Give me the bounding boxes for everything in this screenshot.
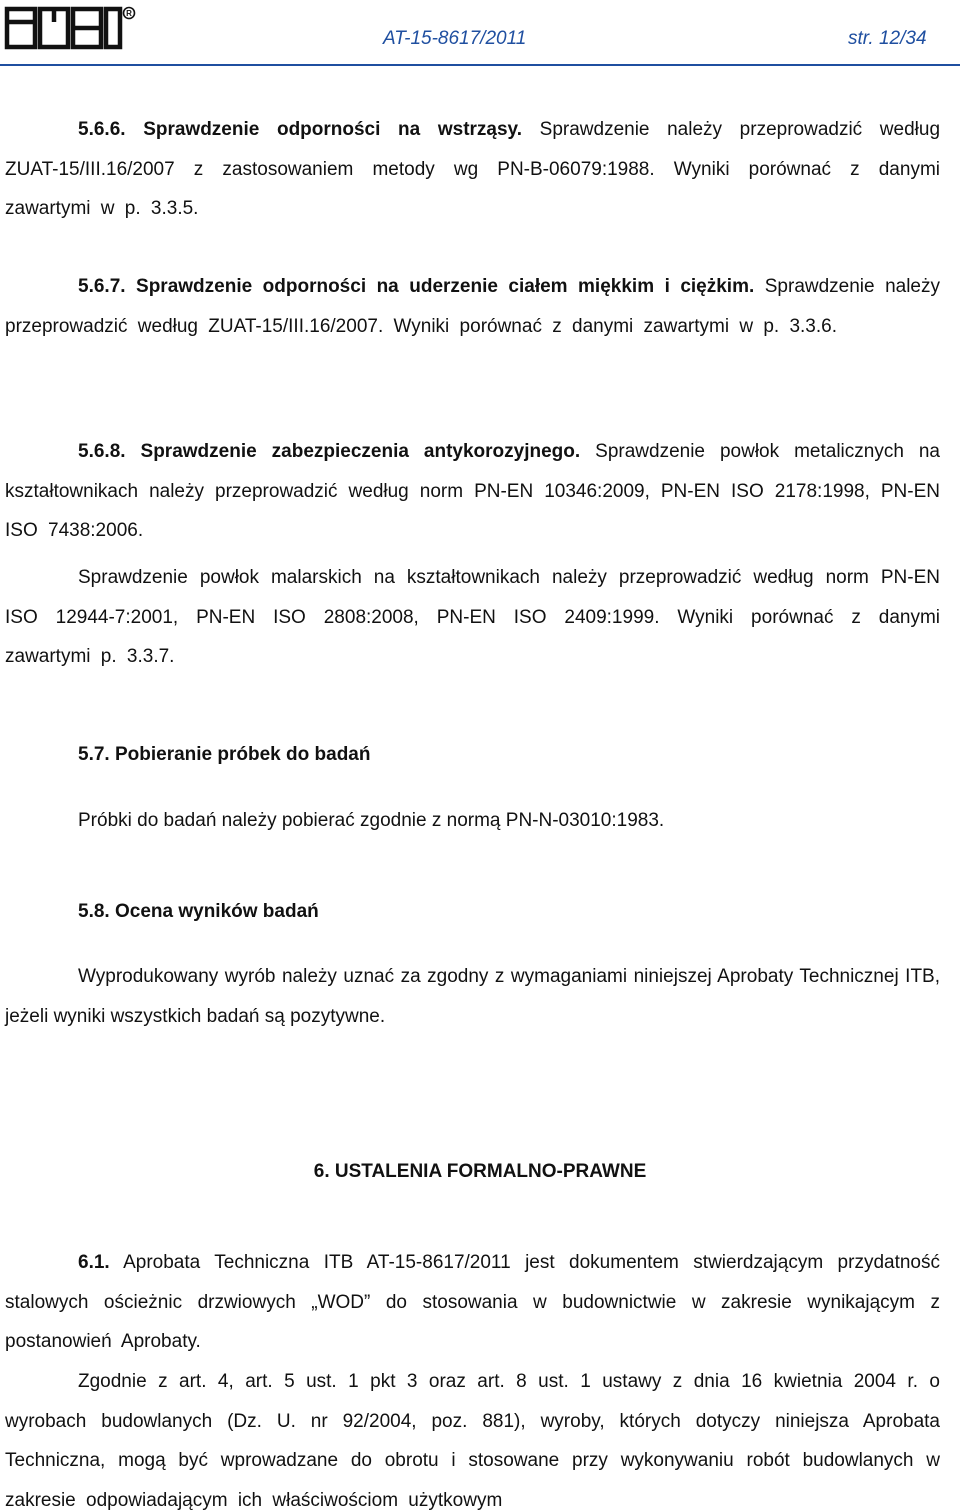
section-title: Pobieranie próbek do badań [114,744,371,765]
section-5-6-7 [5,267,940,346]
section-number: 5.8. [78,901,110,922]
section-number: 5.7. [78,744,110,765]
section-body: Sprawdzenie powłok malarskich na kształtownikach należy przeprowadzić według norm PN-EN ISO 12944-7:2001, PN-EN ISO 2808:2008, PN-EN ISO 2409:1999. Wyniki porównać z danymi zawartymi p. 3.3.7. [5,567,940,667]
section-5-8-heading [5,892,940,932]
section-title: Ocena wyników badań [114,901,319,922]
section-body: Wyprodukowany wyrób należy uznać za zgodny z wymaganiami niniejszej Aprobaty Technicznej ITB, jeżeli wyniki wszystkich badań są pozytywne. [5,966,940,1027]
section-number: 5.6.6. [78,119,126,140]
section-title: Sprawdzenie zabezpieczenia antykorozyjnego. [140,441,581,462]
document-code: AT-15-8617/2011 [383,28,527,49]
section-6-1 [5,1243,940,1362]
section-body: Aprobata Techniczna ITB AT-15-8617/2011 jest dokumentem stwierdzającym przydatność stalowych ościeżnic drzwiowych „WOD” do stosowania w budownictwie w zakresie wynikającym z postanowień Aprobaty. [5,1252,940,1352]
section-5-6-8 [5,432,940,551]
section-body: Sprawdzenie powłok metalicznych na kształtownikach należy przeprowadzić według norm PN-EN 10346:2009, PN-EN ISO 2178:1998, PN-EN ISO 7438:2006. [5,441,941,541]
page-number: str. 12/34 [848,28,927,49]
section-5-6-8-paragraph-2 [5,558,940,677]
section-number: 6.1. [78,1252,110,1273]
section-body: Zgodnie z art. 4, art. 5 ust. 1 pkt 3 oraz art. 8 ust. 1 ustawy z dnia 16 kwietnia 2004 r. o wyrobach budowlanych (Dz. U. nr 92/2004, poz. 881), wyroby, których dotyczy niniejsza Aprobata Techniczna, mogą być wprowadzane do obrotu i stosowane przy wykonywaniu robót budowlanych w zakresie odpowiadającym ich właściwościom użytkowym [5,1371,940,1511]
section-number: 5.6.8. [78,441,126,462]
section-5-8-body [5,957,940,1036]
section-body: Sprawdzenie należy przeprowadzić według ZUAT-15/III.16/2007 z zastosowaniem metody wg PN-B-06079:1988. Wyniki porównać z danymi zawartymi w p. 3.3.5. [5,119,941,219]
section-title: Sprawdzenie odporności na wstrząsy. [143,119,522,140]
section-number: 5.6.7. [78,276,126,297]
header-divider [0,64,960,66]
section-title: Sprawdzenie odporności na uderzenie ciałem miękkim i ciężkim. [136,276,755,297]
page-header [0,0,960,70]
section-5-7-body [5,801,940,841]
section-body: Próbki do badań należy pobierać zgodnie z normą PN-N-03010:1983. [78,810,665,831]
section-body: Sprawdzenie należy przeprowadzić według ZUAT-15/III.16/2007. Wyniki porównać z danymi zawartymi w p. 3.3.6. [5,276,940,337]
itb-logo-icon [4,4,136,50]
section-6-1-paragraph-2 [5,1362,940,1511]
chapter-6-title: 6. USTALENIA FORMALNO-PRAWNE [313,1161,647,1182]
section-5-7-heading [5,735,940,775]
svg-text:R: R [126,9,132,18]
section-5-6-6 [5,110,940,229]
